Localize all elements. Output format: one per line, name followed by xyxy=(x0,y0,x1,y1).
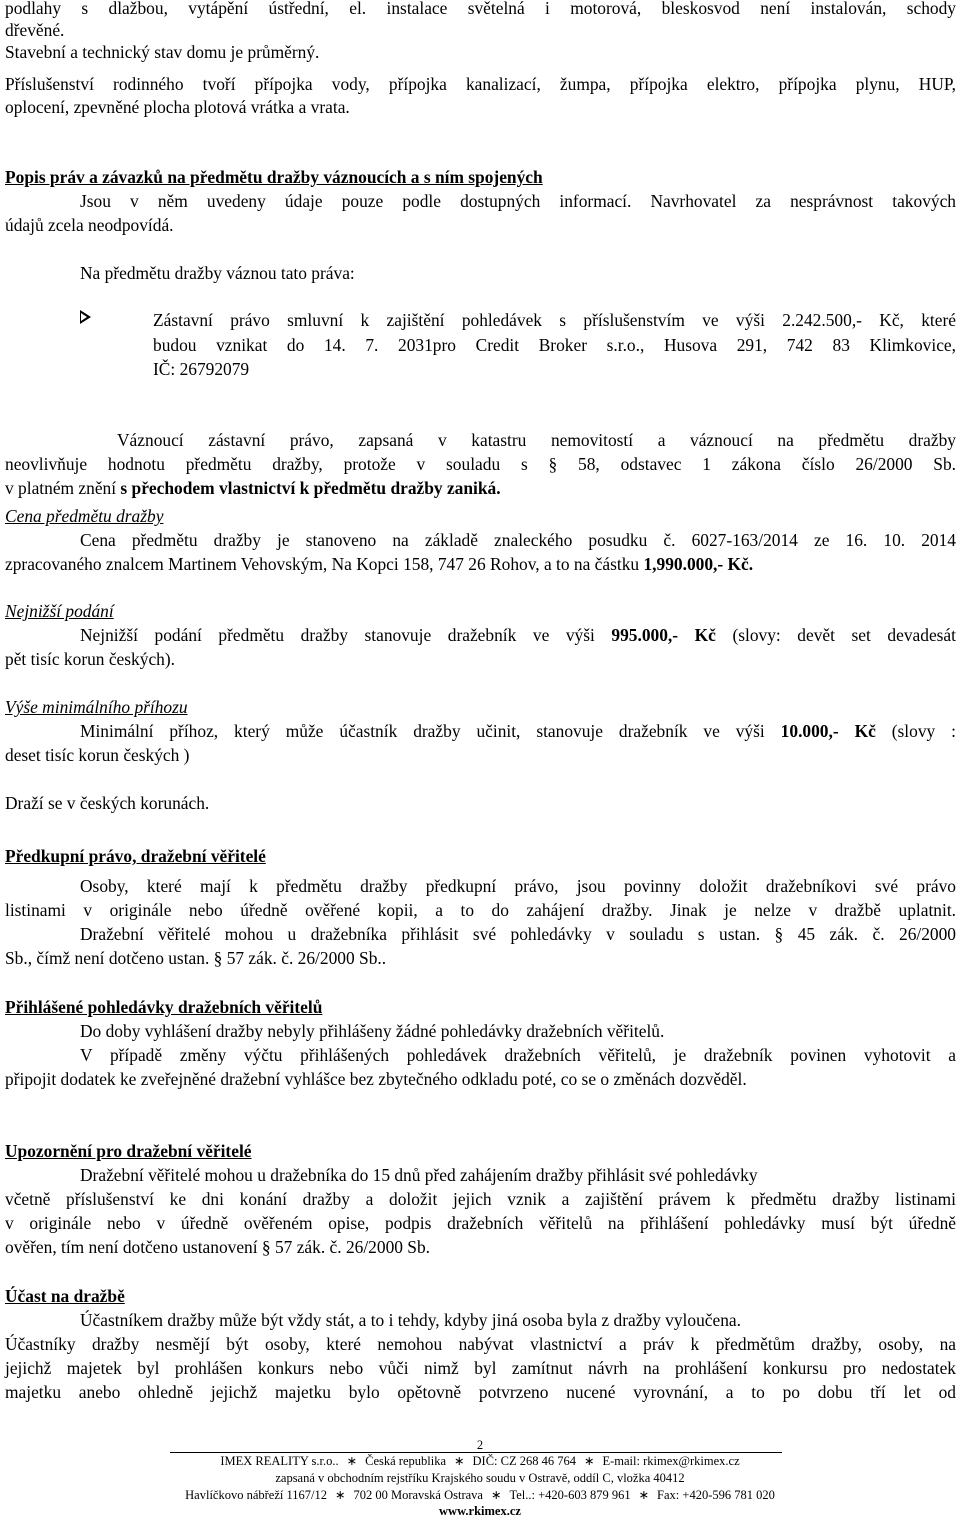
section-heading-prihlasene: Přihlášené pohledávky dražebních věřitelů xyxy=(5,997,323,1017)
paragraph-line: Stavební a technický stav domu je průměrný. xyxy=(5,42,320,62)
bold-text-span: 995.000,- Kč xyxy=(611,625,716,645)
text-span: Minimální příhoz, který může účastník dražby učinit, stanovuje dražebník ve výši xyxy=(80,721,781,741)
paragraph-line: Sb., čímž není dotčeno ustan. § 57 zák. č. 26/2000 Sb.. xyxy=(5,948,387,968)
paragraph-line: Jsou v něm uvedeny údaje pouze podle dostupných informací. Navrhovatel za nesprávnost takových xyxy=(80,191,956,211)
footer-address: Havlíčkovo nábřeží 1167/12 xyxy=(185,1488,327,1502)
paragraph-line: Váznoucí zástavní právo, zapsaná v katastru nemovitostí a váznoucí na předmětu dražby xyxy=(117,430,956,450)
paragraph-line: majetku anebo ohledně jejichž majetku bylo opětovně potvrzeno nucené vyrovnání, a to po dobu tří let od xyxy=(5,1382,956,1402)
asterisk-separator-icon: ∗ xyxy=(638,1488,650,1502)
paragraph-line: Na předmětu dražby váznou tato práva: xyxy=(80,263,355,283)
paragraph-line: jejichž majetek byl prohlášen konkurs nebo vůči nimž byl zamítnut návrh na prohlášení konkursu pro nedostatek xyxy=(5,1358,956,1378)
section-heading-popis: Popis práv a závazků na předmětu dražby váznoucích a s ním spojených xyxy=(5,167,543,187)
section-heading-ucast: Účast na dražbě xyxy=(5,1286,125,1306)
footer-city: 702 00 Moravská Ostrava xyxy=(353,1488,483,1502)
paragraph-line xyxy=(5,553,956,575)
page-number: 2 xyxy=(476,1438,484,1452)
arrow-bullet-icon xyxy=(80,310,91,324)
asterisk-separator-icon: ∗ xyxy=(335,1488,346,1502)
footer-fax: Fax: +420-596 781 020 xyxy=(657,1488,775,1502)
paragraph-line: údajů zcela neodpovídá. xyxy=(5,215,174,235)
paragraph-line xyxy=(5,477,956,499)
footer-website-link[interactable]: www.rkimex.cz xyxy=(439,1504,521,1518)
paragraph-line: podlahy s dlažbou, vytápění ústřední, el. instalace světelná i motorová, bleskosvod není instalován, schody xyxy=(5,0,956,18)
paragraph-line: Účastníky dražby nesmějí být osoby, které nemohou nabývat vlastnictví a práv k předmětům dražby, osoby, na xyxy=(5,1334,956,1354)
text-span: (slovy: devět set devadesát xyxy=(715,625,956,645)
paragraph-line xyxy=(5,720,956,742)
paragraph-line: Dražební věřitelé mohou u dražebníka do 15 dnů před zahájením dražby přihlásit své pohledávky xyxy=(80,1165,758,1185)
paragraph-line: v originále nebo v úředně ověřeném opise, podpis dražebních věřitelů na přihlášení pohledávky musí být úředně xyxy=(5,1213,956,1233)
footer-company: IMEX REALITY s.r.o.. xyxy=(220,1454,339,1468)
paragraph-line: oplocení, zpevněné plocha plotová vrátka a vrata. xyxy=(5,97,350,117)
paragraph-line: deset tisíc korun českých ) xyxy=(5,745,190,765)
paragraph-line xyxy=(5,624,956,646)
footer-email: E-mail: rkimex@rkimex.cz xyxy=(602,1454,740,1468)
footer-register: zapsaná v obchodním rejstříku Krajského soudu v Ostravě, oddíl C, vložka 40412 xyxy=(275,1471,685,1485)
paragraph-line: listinami v originále nebo úředně ověřené kopii, a to do zahájení dražby. Jinak je nelze v dražbě uplatnit. xyxy=(5,900,956,920)
list-item-line: budou vznikat do 14. 7. 2031pro Credit Broker s.r.o., Husova 291, 742 83 Klimkovice, xyxy=(153,335,956,355)
paragraph-line: připojit dodatek ke zveřejněné dražební vyhlášce bez zbytečného odkladu poté, co se o změnách dozvěděl. xyxy=(5,1069,747,1089)
paragraph-line: neovlivňuje hodnotu předmětu dražby, protože v souladu s § 58, odstavec 1 zákona číslo 26/2000 Sb. xyxy=(5,454,956,474)
asterisk-separator-icon: ∗ xyxy=(490,1488,502,1502)
section-heading-prihoz: Výše minimálního příhozu xyxy=(5,697,188,717)
paragraph-line: Cena předmětu dražby je stanoveno na základě znaleckého posudku č. 6027-163/2014 ze 16. 10. 2014 xyxy=(80,530,956,550)
asterisk-separator-icon: ∗ xyxy=(454,1454,465,1468)
paragraph-line: Dražební věřitelé mohou u dražebníka přihlásit své pohledávky v souladu s ustan. § 45 zák. č. 26/2000 xyxy=(80,924,956,944)
asterisk-separator-icon: ∗ xyxy=(583,1454,595,1468)
bold-text-span: s přechodem vlastnictví k předmětu dražby zaniká. xyxy=(120,478,501,498)
text-span: v platném znění xyxy=(5,478,121,498)
text-span: (slovy : xyxy=(875,721,956,741)
bold-text-span: 1,990.000,- Kč. xyxy=(643,554,754,574)
paragraph-line: Draží se v českých korunách. xyxy=(5,793,210,813)
footer-line-address xyxy=(0,1487,960,1504)
paragraph-line: včetně příslušenství ke dni konání dražby a doložit jejich vznik a zajištění právem k předmětu dražby listinami xyxy=(5,1189,956,1209)
paragraph-line: Do doby vyhlášení dražby nebyly přihlášeny žádné pohledávky dražebních věřitelů. xyxy=(80,1021,665,1041)
paragraph-line: Osoby, které mají k předmětu dražby předkupní právo, jsou povinny doložit dražebníkovi své právo xyxy=(80,876,956,896)
section-heading-predkupni: Předkupní právo, dražební věřitelé xyxy=(5,846,266,866)
text-span: Nejnižší podání předmětu dražby stanovuje dražebník ve výši xyxy=(80,625,612,645)
footer-line-company xyxy=(0,1453,960,1470)
paragraph-line: ověřen, tím není dotčeno ustanovení § 57 zák. č. 26/2000 Sb. xyxy=(5,1237,431,1257)
section-heading-upozorneni: Upozornění pro dražební věřitelé xyxy=(5,1141,252,1161)
section-heading-nejnizsi: Nejnižší podání xyxy=(5,601,114,621)
bold-text-span: 10.000,- Kč xyxy=(780,721,876,741)
paragraph-line: Účastníkem dražby může být vždy stát, a to i tehdy, kdyby jiná osoba byla z dražby vyloučena. xyxy=(80,1310,741,1330)
paragraph-line: V případě změny výčtu přihlášených pohledávek dražebních věřitelů, je dražebník povinen vyhotovit a xyxy=(80,1045,956,1065)
paragraph-line: pět tisíc korun českých). xyxy=(5,649,175,669)
text-span: zpracovaného znalcem Martinem Vehovským, Na Kopci 158, 747 26 Rohov, a to na částku xyxy=(5,554,644,574)
footer-tel: Tel..: +420-603 879 961 xyxy=(509,1488,631,1502)
list-item-line: IČ: 26792079 xyxy=(153,359,250,379)
footer-dic: DIČ: CZ 268 46 764 xyxy=(472,1454,576,1468)
list-item-line: Zástavní právo smluvní k zajištění pohledávek s příslušenstvím ve výši 2.242.500,- Kč, které xyxy=(153,310,956,330)
asterisk-separator-icon: ∗ xyxy=(346,1454,358,1468)
paragraph-line: dřevěné. xyxy=(5,20,65,40)
paragraph-line: Příslušenství rodinného tvoří přípojka vody, přípojka kanalizací, žumpa, přípojka elektro, přípojka plynu, HUP, xyxy=(5,74,956,94)
footer-country: Česká republika xyxy=(365,1454,447,1468)
section-heading-cena: Cena předmětu dražby xyxy=(5,506,164,526)
